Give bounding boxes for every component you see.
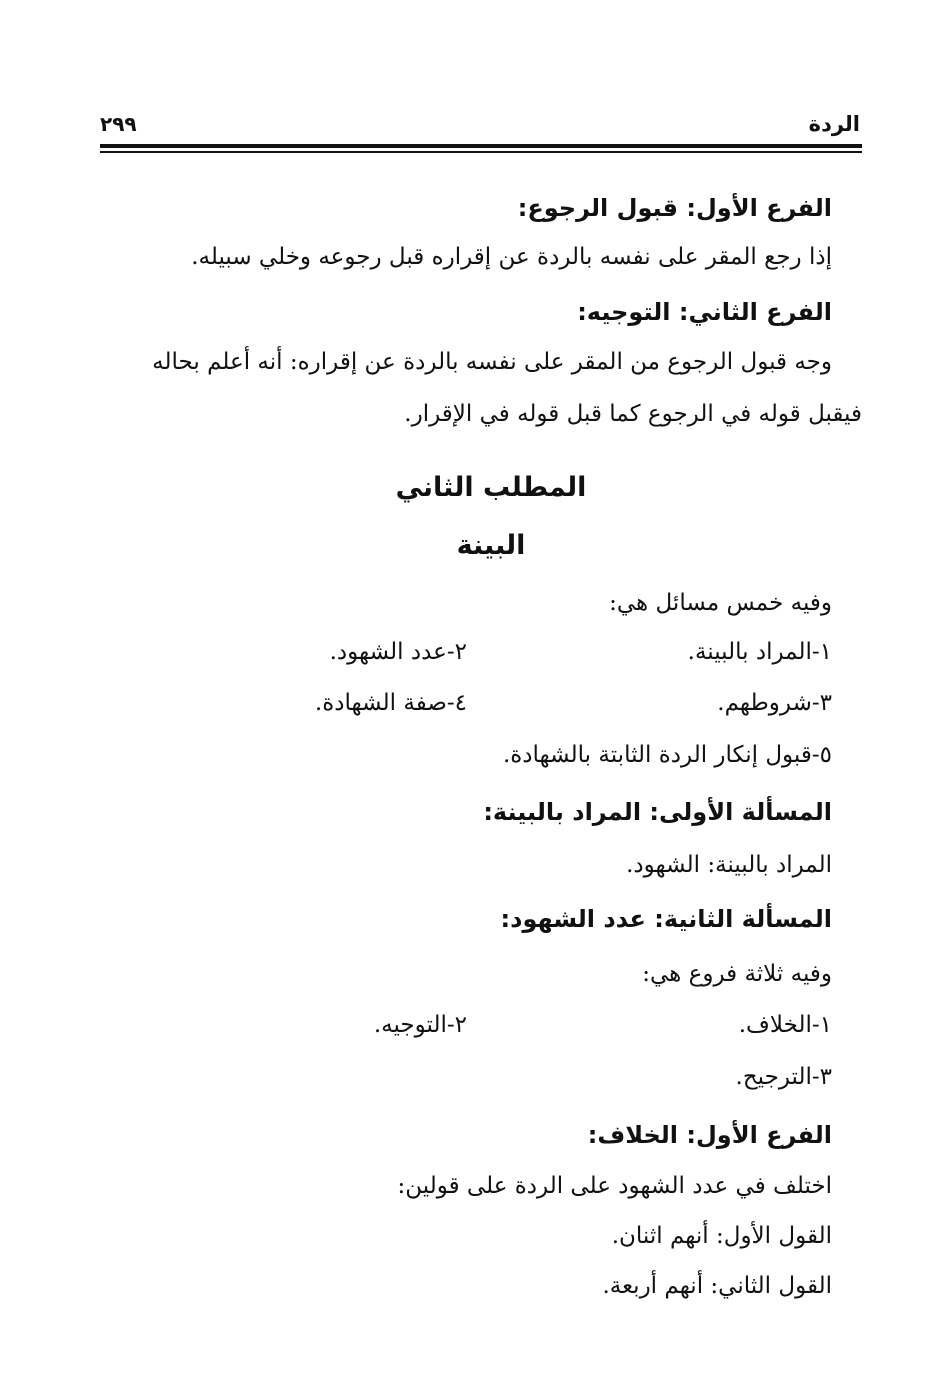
- branch-item: ١-الخلاف.: [738, 1012, 832, 1038]
- issue2-heading: المسألة الثانية: عدد الشهود:: [500, 905, 832, 933]
- section-heading: المطلب الثاني: [395, 472, 587, 503]
- issue-item: ٣-شروطهم.: [717, 690, 832, 716]
- branch-item: ٣-الترجيح.: [735, 1064, 832, 1090]
- section-subheading: البينة: [456, 530, 526, 561]
- issue1-heading: المسألة الأولى: المراد بالبينة:: [483, 798, 832, 826]
- opinion-two: القول الثاني: أنهم أربعة.: [602, 1273, 832, 1299]
- opinion-one: القول الأول: أنهم اثنان.: [611, 1223, 832, 1249]
- branch2-paragraph-line1: وجه قبول الرجوع من المقر على نفسه بالردة عن إقراره: أنه أعلم بحاله: [152, 349, 832, 375]
- dispute-heading: الفرع الأول: الخلاف:: [587, 1121, 832, 1149]
- dispute-paragraph: اختلف في عدد الشهود على الردة على قولين:: [397, 1173, 832, 1199]
- branch1-heading: الفرع الأول: قبول الرجوع:: [517, 194, 832, 222]
- issue-item: ٥-قبول إنكار الردة الثابتة بالشهادة.: [502, 742, 832, 768]
- header-rule-thick: [100, 144, 862, 148]
- issue1-paragraph: المراد بالبينة: الشهود.: [626, 852, 832, 878]
- header-rule-thin: [100, 151, 862, 153]
- branch2-paragraph-line2: فيقبل قوله في الرجوع كما قبل قوله في الإقرار.: [404, 401, 862, 427]
- page-number: ٢٩٩: [100, 112, 137, 136]
- issue-item: ٢-عدد الشهود.: [329, 639, 467, 665]
- issues-intro: وفيه خمس مسائل هي:: [609, 590, 832, 616]
- issue-item: ١-المراد بالبينة.: [687, 639, 832, 665]
- branch2-heading: الفرع الثاني: التوجيه:: [577, 298, 832, 326]
- branches-intro: وفيه ثلاثة فروع هي:: [642, 961, 832, 987]
- branch1-paragraph: إذا رجع المقر على نفسه بالردة عن إقراره قبل رجوعه وخلي سبيله.: [191, 244, 832, 270]
- issue-item: ٤-صفة الشهادة.: [314, 690, 467, 716]
- running-header: [100, 112, 860, 142]
- chapter-title: الردة: [808, 112, 860, 136]
- branch-item: ٢-التوجيه.: [373, 1012, 467, 1038]
